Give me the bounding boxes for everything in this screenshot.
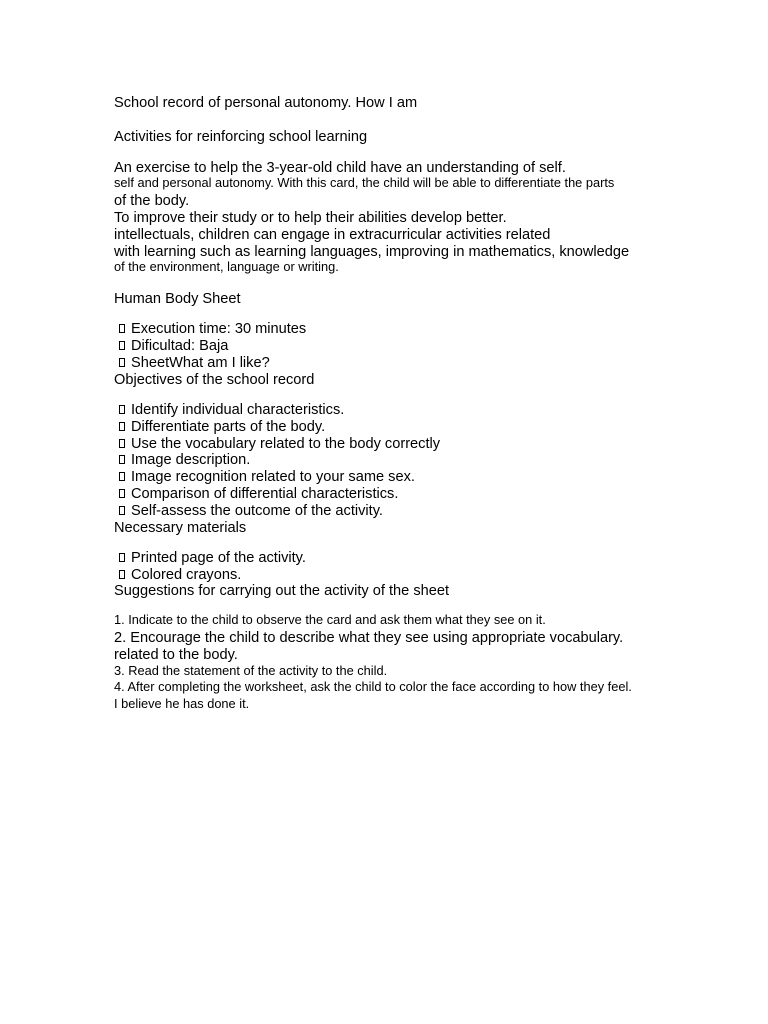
intro-line: intellectuals, children can engage in extracurricular activities related xyxy=(114,227,551,243)
document-title: School record of personal autonomy. How I am xyxy=(114,95,418,111)
suggestions-heading: Suggestions for carrying out the activity of the sheet xyxy=(114,583,450,599)
intro-line: with learning such as learning languages, improving in mathematics, knowledge xyxy=(114,244,630,260)
suggestion-line: 4. After completing the worksheet, ask the child to color the face according to how they feel. xyxy=(114,679,632,694)
bullet-box-icon xyxy=(119,405,125,414)
suggestion-line: 3. Read the statement of the activity to the child. xyxy=(114,663,388,678)
suggestion-line: related to the body. xyxy=(114,647,238,663)
bullet-box-icon xyxy=(119,324,125,333)
list-item: Image recognition related to your same sex. xyxy=(119,470,415,485)
intro-line: self and personal autonomy. With this card, the child will be able to differentiate the parts xyxy=(114,175,615,190)
list-item: SheetWhat am I like? xyxy=(119,356,270,371)
sheet-heading: Human Body Sheet xyxy=(114,291,241,307)
objectives-heading: Objectives of the school record xyxy=(114,372,315,388)
list-item: Execution time: 30 minutes xyxy=(119,322,306,337)
intro-line: of the body. xyxy=(114,193,190,209)
bullet-box-icon xyxy=(119,489,125,498)
bullet-box-icon xyxy=(119,506,125,515)
intro-line: To improve their study or to help their abilities develop better. xyxy=(114,210,507,226)
bullet-box-icon xyxy=(119,439,125,448)
list-item: Comparison of differential characteristics. xyxy=(119,487,398,502)
bullet-box-icon xyxy=(119,553,125,562)
materials-heading: Necessary materials xyxy=(114,520,247,536)
list-item: Use the vocabulary related to the body correctly xyxy=(119,437,440,452)
list-item: Self-assess the outcome of the activity. xyxy=(119,504,383,519)
intro-line: of the environment, language or writing. xyxy=(114,259,339,274)
bullet-box-icon xyxy=(119,455,125,464)
list-item: Dificultad: Baja xyxy=(119,339,228,354)
suggestion-line: I believe he has done it. xyxy=(114,696,250,711)
list-item: Differentiate parts of the body. xyxy=(119,420,325,435)
bullet-box-icon xyxy=(119,341,125,350)
list-item: Image description. xyxy=(119,453,250,468)
bullet-box-icon xyxy=(119,570,125,579)
intro-line: An exercise to help the 3-year-old child have an understanding of self. xyxy=(114,160,566,176)
suggestion-line: 2. Encourage the child to describe what they see using appropriate vocabulary. xyxy=(114,630,624,646)
bullet-box-icon xyxy=(119,472,125,481)
list-item: Printed page of the activity. xyxy=(119,551,306,566)
suggestion-line: 1. Indicate to the child to observe the card and ask them what they see on it. xyxy=(114,612,546,627)
bullet-box-icon xyxy=(119,358,125,367)
list-item: Colored crayons. xyxy=(119,568,241,583)
document-subtitle: Activities for reinforcing school learning xyxy=(114,129,368,145)
list-item: Identify individual characteristics. xyxy=(119,403,344,418)
bullet-box-icon xyxy=(119,422,125,431)
